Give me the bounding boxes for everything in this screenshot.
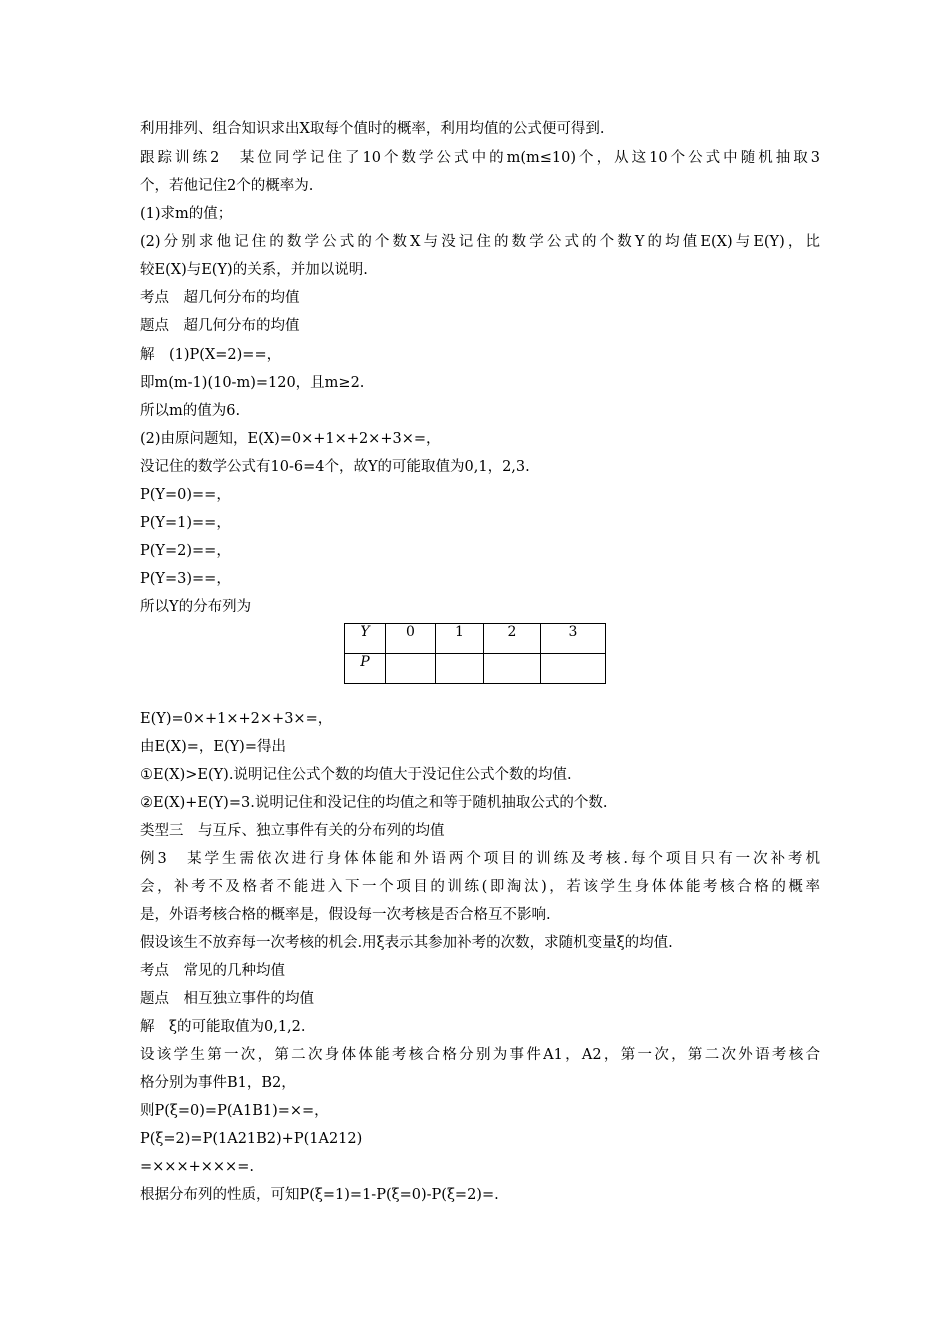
table-cell [386, 654, 436, 684]
table-row-label: P [345, 654, 386, 684]
text-line: 题点 相互独立事件的均值 [140, 991, 314, 1007]
text-line: 根据分布列的性质，可知P(ξ=1)=1-P(ξ=0)-P(ξ=2)=. [140, 1187, 499, 1203]
text-line: =×××+×××=. [140, 1159, 254, 1175]
text-line: P(Y=2)==， [140, 543, 231, 559]
text-line: 个，若他记住2个的概率为. [140, 178, 314, 194]
text-line: P(ξ=2)=P(1A21B2)+P(1A212) [140, 1131, 363, 1147]
text-line: 考点 超几何分布的均值 [140, 290, 300, 306]
text-line: 较E(X)与E(Y)的关系，并加以说明. [140, 262, 368, 278]
table-row [345, 654, 606, 684]
text-line: 所以m的值为6. [140, 403, 241, 419]
text-line: 会，补考不及格者不能进入下一个项目的训练(即淘汰)，若该学生身体体能考核合格的概率 [140, 879, 820, 895]
text-line: 解 ξ的可能取值为0,1,2. [140, 1019, 306, 1035]
text-line: E(Y)=0×+1×+2×+3×=， [140, 711, 333, 727]
text-line: ①E(X)>E(Y).说明记住公式个数的均值大于没记住公式个数的均值. [140, 767, 572, 783]
text-line: 格分别为事件B1，B2， [140, 1075, 296, 1091]
table-cell: 3 [541, 624, 606, 654]
table-cell [484, 654, 541, 684]
text-line: (2)分别求他记住的数学公式的个数X与没记住的数学公式的个数Y的均值E(X)与E(Y)，比 [140, 234, 820, 250]
text-line: 则P(ξ=0)=P(A1B1)=×=， [140, 1103, 329, 1119]
text-line: 由E(X)=，E(Y)=得出 [140, 739, 286, 755]
text-line: (2)由原问题知，E(X)=0×+1×+2×+3×=， [140, 431, 441, 447]
text-line: P(Y=3)==， [140, 571, 231, 587]
text-line: 是，外语考核合格的概率是，假设每一次考核是否合格互不影响. [140, 907, 551, 923]
table-cell: 0 [386, 624, 436, 654]
text-line: 即m(m-1)(10-m)=120，且m≥2. [140, 375, 365, 391]
text-line: 题点 超几何分布的均值 [140, 318, 300, 334]
text-line: 考点 常见的几种均值 [140, 963, 285, 979]
text-line: 解 (1)P(X=2)==， [140, 347, 282, 363]
text-line: ②E(X)+E(Y)=3.说明记住和没记住的均值之和等于随机抽取公式的个数. [140, 795, 608, 811]
text-line: 没记住的数学公式有10-6=4个，故Y的可能取值为0,1，2,3. [140, 459, 530, 475]
text-line: 设该学生第一次，第二次身体体能考核合格分别为事件A1，A2，第一次，第二次外语考核合 [140, 1047, 820, 1063]
text-line: 假设该生不放弃每一次考核的机会.用ξ表示其参加补考的次数，求随机变量ξ的均值. [140, 935, 673, 951]
text-line: 利用排列、组合知识求出X取每个值时的概率，利用均值的公式便可得到. [140, 121, 605, 137]
text-line: (1)求m的值； [140, 206, 233, 222]
text-line: P(Y=0)==， [140, 487, 231, 503]
text-line: 跟踪训练2 某位同学记住了10个数学公式中的m(m≤10)个，从这10个公式中随机抽取3 [140, 150, 820, 166]
table-cell [436, 654, 484, 684]
table-row-label: Y [345, 624, 386, 654]
table-cell: 1 [436, 624, 484, 654]
text-line: P(Y=1)==， [140, 515, 231, 531]
text-line: 例3 某学生需依次进行身体体能和外语两个项目的训练及考核.每个项目只有一次补考机 [140, 851, 820, 867]
text-line: 所以Y的分布列为 [140, 599, 252, 615]
table-cell: 2 [484, 624, 541, 654]
distribution-table [344, 623, 606, 684]
table-row [345, 624, 606, 654]
table-cell [541, 654, 606, 684]
text-line: 类型三 与互斥、独立事件有关的分布列的均值 [140, 823, 445, 839]
